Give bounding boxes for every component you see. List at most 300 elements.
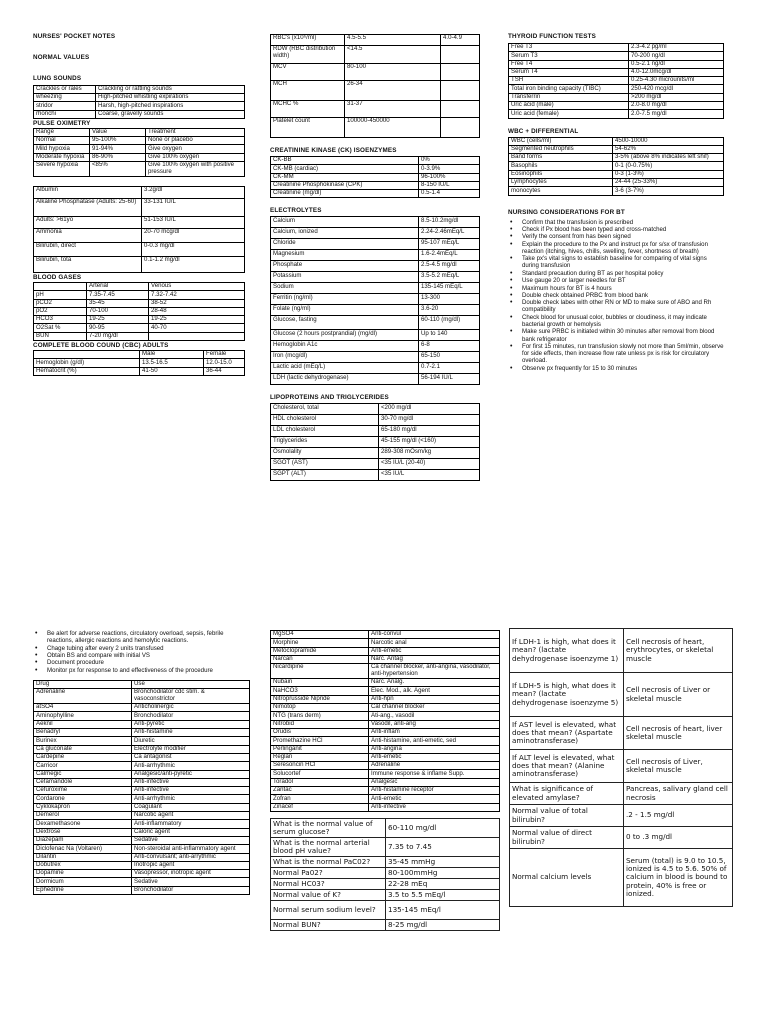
column-header: Female [204, 350, 245, 358]
table-row [34, 94, 245, 102]
list-item: • For first 15 minutes, run transfusion slowly not more than 5ml/min, observe for side effects, then increase flow rate unless px is risk for circulatory overload. [508, 343, 724, 365]
table-row [271, 250, 480, 261]
table-cell: pH [34, 291, 87, 299]
table-row [271, 459, 480, 470]
table-cell: Bilirubin, tota [34, 257, 142, 273]
table-cell: 31-37 [345, 101, 441, 118]
table-cell: Dextrose [34, 828, 132, 836]
table-cell: Narcotic agent [132, 812, 250, 820]
table-row [271, 762, 500, 770]
table-cell: 90-95 [87, 324, 149, 332]
table-cell: Free T4 [509, 60, 629, 68]
table-row [510, 717, 733, 750]
table-cell: Normal value of direct bilirubin? [510, 827, 624, 849]
table-row [510, 629, 733, 673]
table-cell: 3.5-5.2 mEq/L [419, 272, 480, 283]
table-cell: Narcan [271, 655, 369, 663]
table-cell: Vasodil, anti-ang [369, 720, 500, 728]
table-row [34, 712, 250, 720]
table-cell: pCO2 [34, 299, 87, 307]
table-cell: Platelet count [271, 118, 345, 138]
table-cell: Anti-arrhythmic [132, 762, 250, 770]
table-cell: Anti-convulsant; anti-arrythmic [132, 853, 250, 861]
table-cell: 0.7-2.1 [419, 363, 480, 374]
table-cell: Anti-angina [369, 745, 500, 753]
table-cell: 7.35 to 7.45 [386, 837, 500, 856]
table-row [271, 101, 480, 118]
electrolytes-table [270, 216, 480, 385]
table-cell: Orudis [271, 728, 369, 736]
table-row [34, 737, 250, 745]
table-cell: 0-1 (0-0.75%) [613, 162, 724, 170]
table-row [34, 720, 250, 728]
table-cell: Anti-infective [132, 778, 250, 786]
table-row [271, 294, 480, 305]
table-row [271, 272, 480, 283]
table-row [34, 145, 245, 153]
normal-values-heading: NORMAL VALUES [33, 53, 90, 61]
table-cell: Nubain [271, 679, 369, 687]
table-cell: Give oxygen [146, 145, 245, 153]
table-row [271, 720, 500, 728]
table-cell: MCV [271, 64, 345, 81]
table-cell: NTG (trans derm) [271, 712, 369, 720]
table-cell: 86-90% [90, 153, 146, 161]
table-cell: Anti-emetic [369, 753, 500, 761]
table-row [271, 165, 480, 173]
table-row [34, 359, 245, 367]
table-cell: 22-28 mEq [386, 878, 500, 889]
table-cell: Perlinganit [271, 745, 369, 753]
table-cell: 35-45 [87, 299, 149, 307]
table-row [509, 52, 724, 60]
table-row [271, 330, 480, 341]
table-cell: Ati-ang., vasodil [369, 712, 500, 720]
table-row [271, 404, 480, 415]
table-row [34, 199, 245, 217]
table-row [271, 712, 500, 720]
table-cell: 100000-450000 [345, 118, 441, 138]
table-cell: Glucose, fasting [271, 316, 419, 330]
table-cell: Ephedrine [34, 886, 132, 894]
rbc-table [270, 34, 480, 138]
table-cell [441, 64, 480, 81]
table-row [271, 695, 500, 703]
table-cell: SGPT (ALT) [271, 470, 379, 481]
table-row [271, 664, 500, 679]
table-cell: 4.0-12.0mcg/dl [629, 68, 724, 76]
table-row [271, 655, 500, 663]
table-cell: BUN [34, 332, 87, 340]
table-cell: Dexamethasone [34, 820, 132, 828]
table-row [509, 85, 724, 93]
table-row [271, 239, 480, 250]
table-cell: 19-25 [149, 316, 245, 324]
table-cell: Normal Pa02? [271, 867, 386, 878]
bt-heading: NURSING CONSIDERATIONS FOR BT [508, 208, 625, 216]
table-row [271, 470, 480, 481]
table-cell: Diuretic [132, 737, 250, 745]
table-row [34, 845, 250, 853]
table-cell: Segmented neutrophils [509, 145, 613, 153]
table-row [34, 745, 250, 753]
table-row [34, 299, 245, 307]
drug-table-left [33, 680, 250, 895]
table-cell: RBC's (x10⁶/ml) [271, 35, 345, 46]
table-header-row [34, 350, 245, 358]
table-cell: If LDH-5 is high, what does it mean? (lactate dehydrogenase isoenzyme 5) [510, 673, 624, 717]
table-cell: Cardepine [34, 753, 132, 761]
table-cell: 0.1-1.2 mg/dl [142, 257, 245, 273]
table-row [34, 770, 250, 778]
table-cell: Solucortef [271, 770, 369, 778]
table-cell: Albumin [34, 187, 142, 199]
blood-gases-heading: BLOOD GASES [33, 274, 82, 282]
table-row [34, 85, 245, 93]
table-cell: What is the normal arterial blood pH value? [271, 837, 386, 856]
table-cell: Cyklokapron [34, 803, 132, 811]
table-cell: Analgesic/anti-pyretic [132, 770, 250, 778]
table-cell: WBC (cells/ml) [509, 137, 613, 145]
table-cell: Anti-histamine receptor [369, 787, 500, 795]
table-row [271, 217, 480, 228]
table-cell: 60-110 mg/dl [386, 818, 500, 837]
table-cell: Chloride [271, 239, 419, 250]
table-cell: Demerol [34, 812, 132, 820]
lipoproteins-table [270, 403, 480, 481]
table-cell: Calcium, ionized [271, 228, 419, 239]
table-cell: Elec. Mod., alk. Agent [369, 687, 500, 695]
table-row [509, 68, 724, 76]
table-cell: stridor [34, 102, 96, 110]
table-cell: Morphine [271, 639, 369, 647]
list-item: • Check if Px blood has been typed and cross-matched [508, 226, 724, 233]
list-item: • Obtain BS and compare with initial VS [33, 652, 250, 659]
table-row [509, 179, 724, 187]
table-cell: <35 IU/L [379, 470, 480, 481]
table-cell: Anti-pyretic [132, 720, 250, 728]
table-row [509, 77, 724, 85]
table-cell: Zofran [271, 795, 369, 803]
table-row [271, 426, 480, 437]
table-cell: CK-MM [271, 173, 419, 181]
table-cell: 2.0-7.5 mg/dl [629, 110, 724, 118]
table-header-row [34, 128, 245, 136]
table-cell: Glucose (2 hours postprandial) (mg/dl) [271, 330, 419, 341]
column-header: Venous [149, 282, 245, 290]
wbc-table [508, 137, 724, 196]
page-title: NURSES' POCKET NOTES [33, 33, 116, 40]
table-row [34, 680, 250, 688]
table-cell: Bronchodilator [132, 712, 250, 720]
table-cell: Electrolyte modifier [132, 745, 250, 753]
column-header: Value [90, 128, 146, 136]
table-row [34, 307, 245, 315]
table-row [509, 43, 724, 51]
table-row [271, 889, 500, 900]
table-cell: 7.32-7.42 [149, 291, 245, 299]
table-cell: MCH [271, 81, 345, 101]
table-cell: 0 to .3 mg/dl [624, 827, 733, 849]
table-row [34, 795, 250, 803]
table-cell: 51-153 IU/L [142, 217, 245, 229]
table-cell: Folate (ng/ml) [271, 305, 419, 316]
table-cell: Nitrobid [271, 720, 369, 728]
table-cell: Anti-inflammatory [132, 820, 250, 828]
table-row [509, 162, 724, 170]
table-cell: Metoclopramide [271, 647, 369, 655]
table-cell: Anti-arrhythmic [132, 795, 250, 803]
table-cell: 26-34 [345, 81, 441, 101]
table-cell: 41-50 [140, 367, 204, 375]
table-cell: Serum T3 [509, 52, 629, 60]
list-item: • Observe px frequently for 15 to 30 minutes [508, 365, 724, 372]
table-cell: 38-52 [149, 299, 245, 307]
table-row [510, 849, 733, 907]
lower-left-panel [33, 630, 250, 895]
table-row [34, 812, 250, 820]
table-row [271, 737, 500, 745]
table-cell: 4.0-4.9 [441, 35, 480, 46]
table-cell: Normal HC03? [271, 878, 386, 889]
table-cell: Bilirubin, direct [34, 243, 142, 257]
table-row [271, 919, 500, 930]
table-cell [441, 101, 480, 118]
table-row [34, 291, 245, 299]
table-row [34, 729, 250, 737]
table-cell: Calcium [271, 217, 419, 228]
table-cell: 36-44 [204, 367, 245, 375]
table-row [34, 187, 245, 199]
table-cell: Aeknil [34, 720, 132, 728]
table-cell: 33-131 IU/L [142, 199, 245, 217]
table-row [509, 145, 724, 153]
table-cell: 4.5-5.5 [345, 35, 441, 46]
table-cell: CK-BB [271, 156, 419, 164]
table-row [271, 639, 500, 647]
table-cell: 7-20 mg/dl [87, 332, 149, 340]
table-cell: 8.5-10.2mg/dl [419, 217, 480, 228]
table-cell: Sodium [271, 283, 419, 294]
table-cell: Benadryl [34, 729, 132, 737]
column-header: Arterial [87, 282, 149, 290]
table-row [271, 415, 480, 426]
table-cell: MCHC % [271, 101, 345, 118]
table-cell: Total iron binding capacity (TIBC) [509, 85, 629, 93]
table-cell: Normal serum sodium level? [271, 900, 386, 919]
table-row [509, 93, 724, 101]
list-item: • Maximum hours for BT is 4 hours [508, 285, 724, 292]
table-row [510, 805, 733, 827]
table-cell: Uric acid (male) [509, 102, 629, 110]
table-cell: Carricor [34, 762, 132, 770]
table-cell: Reglan [271, 753, 369, 761]
table-cell: Anti-infective [132, 787, 250, 795]
table-row [271, 190, 480, 198]
table-cell: Normal value of total bilirubin? [510, 805, 624, 827]
table-cell: Adrenaline [369, 762, 500, 770]
table-cell: Anti-histamine, anti-emetic, sed [369, 737, 500, 745]
list-item: • Be alert for adverse reactions, circulatory overload, sepsis, febrile reactions, allergic reactions and hemolytic reactions. [33, 630, 250, 644]
table-cell: 54-62% [613, 145, 724, 153]
table-cell: 289-308 mOsm/kg [379, 448, 480, 459]
table-cell: Serum (total) is 9.0 to 10.5, ionized is 4.5 to 5.6. 50% of calcium in blood is bound to protein, 40% is free or ionized. [624, 849, 733, 907]
blood-gases-table [33, 282, 245, 341]
table-row [34, 316, 245, 324]
qa-table-right [509, 628, 733, 907]
table-cell: High-pitched whistling expirations [96, 94, 245, 102]
table-cell: 96-100% [419, 173, 480, 181]
table-row [271, 647, 500, 655]
table-cell: 6-8 [419, 341, 480, 352]
table-cell: 8-150 IU/L [419, 181, 480, 189]
table-cell: If AST level is elevated, what does that mean? (Aspartate aminotransferase) [510, 717, 624, 750]
table-row [271, 728, 500, 736]
table-cell: 65-180 mg/dl [379, 426, 480, 437]
table-cell: Osmolality [271, 448, 379, 459]
table-cell: Use [132, 680, 250, 688]
table-cell: Give 100% oxygen with positive pressure [146, 162, 245, 177]
table-row [34, 102, 245, 110]
table-header-row [34, 282, 245, 290]
table-row [34, 762, 250, 770]
lung-sounds-table [33, 85, 245, 119]
column-1 [33, 34, 245, 376]
table-cell: 35-45 mmHg [386, 856, 500, 867]
table-row [271, 181, 480, 189]
table-cell: Sedative [132, 836, 250, 844]
table-cell: Triglycerides [271, 437, 379, 448]
table-row [34, 878, 250, 886]
table-row [34, 836, 250, 844]
table-cell: Moderate hypoxia [34, 153, 90, 161]
list-item: • Confirm that the transfusion is prescribed [508, 219, 724, 226]
table-cell: 2.0-8.0 mg/dl [629, 102, 724, 110]
table-cell: What is the normal PaC02? [271, 856, 386, 867]
table-row [271, 878, 500, 889]
table-cell: Cordarone [34, 795, 132, 803]
table-cell: Up to 140 [419, 330, 480, 341]
table-cell: 0-3 (1-3%) [613, 170, 724, 178]
table-cell: <14.5 [345, 46, 441, 64]
pulse-oximetry-table [33, 128, 245, 177]
table-cell: Potassium [271, 272, 419, 283]
table-cell: Band forms [509, 154, 613, 162]
table-cell: Cell necrosis of heart, liver skeletal muscle [624, 717, 733, 750]
table-row [271, 305, 480, 316]
lower-middle-panel [270, 630, 500, 931]
table-cell: Bronchodilator cdc stim. & vasoconstrictor [132, 689, 250, 704]
table-cell: >200 mg/dl [629, 93, 724, 101]
table-cell: Anti-inflam [369, 728, 500, 736]
table-row [271, 437, 480, 448]
table-row [509, 102, 724, 110]
table-row [271, 341, 480, 352]
electrolytes-heading: ELECTROLYTES [270, 207, 322, 215]
table-cell: Dopamine [34, 870, 132, 878]
table-cell: HDL cholesterol [271, 415, 379, 426]
table-cell: Iron (mcg/dl) [271, 352, 419, 363]
table-cell: If ALT level is elevated, what does that mean? (Alanine aminotransferase) [510, 750, 624, 783]
column-3 [508, 34, 724, 372]
table-cell: Hemoglobin (g/dl) [34, 359, 140, 367]
table-cell: Ferritin (ng/ml) [271, 294, 419, 305]
table-cell: <85% [90, 162, 146, 177]
column-header: Range [34, 128, 90, 136]
table-cell: 3-5% (above 8% indicates left shif) [613, 154, 724, 162]
table-cell: 95-100% [90, 137, 146, 145]
table-row [271, 118, 480, 138]
table-row [34, 828, 250, 836]
table-cell: Mild hypoxia [34, 145, 90, 153]
table-cell: 20-70 mcg/dl [142, 229, 245, 243]
table-cell: Non-steroidal anti-inflammatory agent [132, 845, 250, 853]
table-cell: 60-110 (mg/dl) [419, 316, 480, 330]
table-cell: 91-94% [90, 145, 146, 153]
ck-table [270, 156, 480, 198]
table-row [34, 153, 245, 161]
table-row [271, 352, 480, 363]
table-cell: Harsh, high-pitched inspirations [96, 102, 245, 110]
table-cell: <200 mg/dl [379, 404, 480, 415]
table-cell: Dilantin [34, 853, 132, 861]
cbc-heading: COMPLETE BLOOD COUND (CBC) ADULTS [33, 342, 169, 350]
bt-continued-list [33, 630, 250, 674]
table-row [34, 803, 250, 811]
table-row [271, 173, 480, 181]
drug-table-middle [270, 630, 500, 812]
table-row [271, 837, 500, 856]
table-row [34, 861, 250, 869]
table-cell: Crackles or rales [34, 85, 96, 93]
table-cell: monocytes [509, 187, 613, 195]
table-cell: Normal [34, 137, 90, 145]
table-row [271, 316, 480, 330]
column-2 [270, 34, 480, 481]
list-item: • Chage tubing after every 2 units transfused [33, 645, 250, 652]
list-item: • Standard precaution during BT as per hospital policy [508, 270, 724, 277]
table-cell: Dobutrex [34, 861, 132, 869]
table-cell [441, 46, 480, 64]
table-cell: Lactic acid (mEq/L) [271, 363, 419, 374]
table-row [271, 228, 480, 239]
table-cell: NaHCO3 [271, 687, 369, 695]
table-row [271, 283, 480, 294]
qa-table-middle [270, 818, 500, 931]
table-cell: Inotropic agent [132, 861, 250, 869]
table-cell: 56-194 IU/L [419, 374, 480, 385]
table-row [271, 81, 480, 101]
table-cell: pO2 [34, 307, 87, 315]
table-cell: Seresoncin HCl [271, 762, 369, 770]
table-cell: Aminophylline [34, 712, 132, 720]
table-cell: .2 - 1.5 mg/dl [624, 805, 733, 827]
table-row [510, 750, 733, 783]
table-cell: Nicardipine [271, 664, 369, 679]
table-cell: 2.5-4.5 mg/dl [419, 261, 480, 272]
table-cell: What is the normal value of serum glucose? [271, 818, 386, 837]
table-cell: 24-44 (25-33%) [613, 179, 724, 187]
table-cell: Anti-emetic [369, 647, 500, 655]
table-cell: Anti-emetic [369, 795, 500, 803]
table-cell: 13.5-16.5 [140, 359, 204, 367]
table-row [271, 374, 480, 385]
table-row [271, 46, 480, 64]
table-row [34, 137, 245, 145]
table-row [34, 787, 250, 795]
table-cell: RDW (RBC distribution width) [271, 46, 345, 64]
column-header [34, 350, 140, 358]
